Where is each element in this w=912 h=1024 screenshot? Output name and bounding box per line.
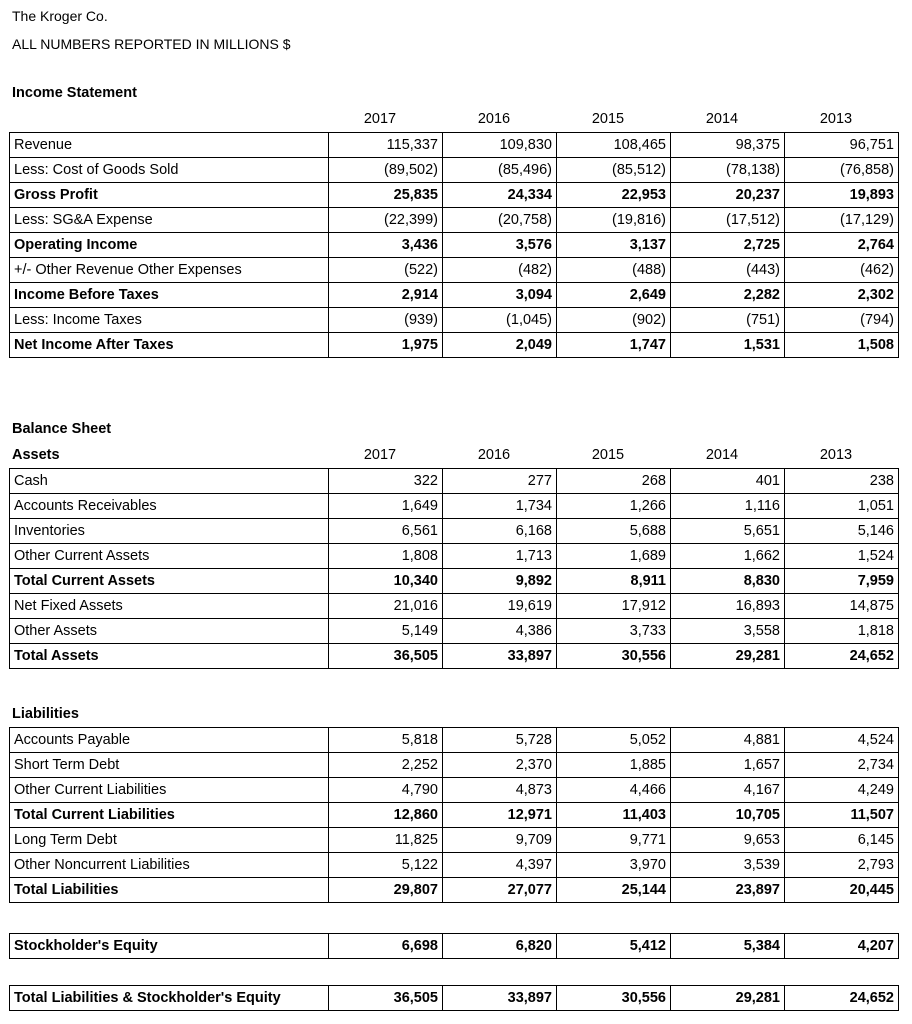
cell-2014: 4,881 xyxy=(671,728,785,753)
cell-2017: 5,149 xyxy=(329,619,443,644)
cell-2016: (1,045) xyxy=(443,308,557,333)
cell-2015: 17,912 xyxy=(557,594,671,619)
cell-2017: 21,016 xyxy=(329,594,443,619)
cell-2014: 20,237 xyxy=(671,183,785,208)
row-label: Less: Cost of Goods Sold xyxy=(10,158,329,183)
row-label: Total Liabilities xyxy=(10,878,329,903)
cell-2015: 1,689 xyxy=(557,544,671,569)
cell-2015: 1,747 xyxy=(557,333,671,358)
cell-2016: 33,897 xyxy=(443,986,557,1011)
cell-2016: 9,709 xyxy=(443,828,557,853)
cell-2015: 5,052 xyxy=(557,728,671,753)
table-row-cash xyxy=(10,469,899,494)
cell-2013: (76,858) xyxy=(785,158,899,183)
cell-2014: 1,657 xyxy=(671,753,785,778)
cell-2016: 9,892 xyxy=(443,569,557,594)
cell-2013: 4,249 xyxy=(785,778,899,803)
row-label: Accounts Receivables xyxy=(10,494,329,519)
cell-2017: 5,122 xyxy=(329,853,443,878)
units-note: ALL NUMBERS REPORTED IN MILLIONS $ xyxy=(12,36,291,52)
year-header: 2017 xyxy=(363,447,397,463)
table-row-total-liabilities xyxy=(10,878,899,903)
row-label: Net Income After Taxes xyxy=(10,333,329,358)
table-row-accounts-receivables xyxy=(10,494,899,519)
cell-2017: 3,436 xyxy=(329,233,443,258)
table-row-operating-income xyxy=(10,233,899,258)
cell-2014: 401 xyxy=(671,469,785,494)
cell-2015: (85,512) xyxy=(557,158,671,183)
cell-2013: (462) xyxy=(785,258,899,283)
year-header: 2013 xyxy=(819,447,853,463)
assets-title: Assets xyxy=(12,447,60,463)
cell-2013: 4,524 xyxy=(785,728,899,753)
cell-2014: 29,281 xyxy=(671,986,785,1011)
cell-2016: 3,576 xyxy=(443,233,557,258)
cell-2017: 322 xyxy=(329,469,443,494)
row-label: Other Assets xyxy=(10,619,329,644)
row-label: Less: Income Taxes xyxy=(10,308,329,333)
cell-2015: 11,403 xyxy=(557,803,671,828)
table-row-long-term-debt xyxy=(10,828,899,853)
cell-2016: (20,758) xyxy=(443,208,557,233)
cell-2016: 6,820 xyxy=(443,934,557,959)
cell-2015: 3,733 xyxy=(557,619,671,644)
cell-2013: (794) xyxy=(785,308,899,333)
cell-2014: 10,705 xyxy=(671,803,785,828)
cell-2015: (488) xyxy=(557,258,671,283)
cell-2013: 7,959 xyxy=(785,569,899,594)
table-row-other-revenue-other-expenses xyxy=(10,258,899,283)
table-row-other-assets xyxy=(10,619,899,644)
row-label: +/- Other Revenue Other Expenses xyxy=(10,258,329,283)
table-row-inventories xyxy=(10,519,899,544)
cell-2017: 6,561 xyxy=(329,519,443,544)
cell-2016: 2,049 xyxy=(443,333,557,358)
cell-2016: 24,334 xyxy=(443,183,557,208)
cell-2013: 6,145 xyxy=(785,828,899,853)
cell-2017: 1,808 xyxy=(329,544,443,569)
cell-2015: 268 xyxy=(557,469,671,494)
cell-2014: 98,375 xyxy=(671,133,785,158)
cell-2017: 6,698 xyxy=(329,934,443,959)
year-header: 2013 xyxy=(819,111,853,127)
income-statement-title: Income Statement xyxy=(12,85,137,101)
cell-2013: 24,652 xyxy=(785,644,899,669)
cell-2017: 5,818 xyxy=(329,728,443,753)
cell-2014: 8,830 xyxy=(671,569,785,594)
cell-2017: 2,252 xyxy=(329,753,443,778)
cell-2014: 16,893 xyxy=(671,594,785,619)
cell-2016: 19,619 xyxy=(443,594,557,619)
table-row-stockholder-s-equity xyxy=(10,934,899,959)
row-label: Total Liabilities & Stockholder's Equity xyxy=(10,986,329,1011)
cell-2015: 3,970 xyxy=(557,853,671,878)
cell-2015: 1,885 xyxy=(557,753,671,778)
table-row-other-current-liabilities xyxy=(10,778,899,803)
cell-2017: 2,914 xyxy=(329,283,443,308)
cell-2013: 2,734 xyxy=(785,753,899,778)
cell-2016: 6,168 xyxy=(443,519,557,544)
cell-2017: (939) xyxy=(329,308,443,333)
cell-2016: 5,728 xyxy=(443,728,557,753)
cell-2016: 12,971 xyxy=(443,803,557,828)
income-statement-table xyxy=(9,132,899,358)
table-row-net-fixed-assets xyxy=(10,594,899,619)
liabilities-table xyxy=(9,727,899,903)
company-name: The Kroger Co. xyxy=(12,8,108,24)
row-label: Stockholder's Equity xyxy=(10,934,329,959)
cell-2013: 1,508 xyxy=(785,333,899,358)
cell-2015: 1,266 xyxy=(557,494,671,519)
table-row-total-liabilities-stockholder-s-equity xyxy=(10,986,899,1011)
row-label: Less: SG&A Expense xyxy=(10,208,329,233)
liabilities-title: Liabilities xyxy=(12,706,79,722)
year-header: 2014 xyxy=(705,111,739,127)
cell-2013: 20,445 xyxy=(785,878,899,903)
cell-2015: 2,649 xyxy=(557,283,671,308)
total-liabilities-equity-table xyxy=(9,985,899,1011)
cell-2014: 5,651 xyxy=(671,519,785,544)
cell-2016: 4,873 xyxy=(443,778,557,803)
cell-2016: (482) xyxy=(443,258,557,283)
row-label: Short Term Debt xyxy=(10,753,329,778)
row-label: Operating Income xyxy=(10,233,329,258)
cell-2013: 96,751 xyxy=(785,133,899,158)
cell-2017: 1,649 xyxy=(329,494,443,519)
table-row-other-noncurrent-liabilities xyxy=(10,853,899,878)
cell-2015: 5,412 xyxy=(557,934,671,959)
table-row-total-current-liabilities xyxy=(10,803,899,828)
assets-table xyxy=(9,468,899,669)
cell-2014: 3,558 xyxy=(671,619,785,644)
cell-2013: 5,146 xyxy=(785,519,899,544)
row-label: Total Current Liabilities xyxy=(10,803,329,828)
table-row-revenue xyxy=(10,133,899,158)
cell-2015: 25,144 xyxy=(557,878,671,903)
cell-2015: 30,556 xyxy=(557,986,671,1011)
cell-2016: 3,094 xyxy=(443,283,557,308)
cell-2013: 238 xyxy=(785,469,899,494)
cell-2016: 27,077 xyxy=(443,878,557,903)
year-header: 2015 xyxy=(591,447,625,463)
cell-2014: 9,653 xyxy=(671,828,785,853)
cell-2014: 23,897 xyxy=(671,878,785,903)
cell-2017: (522) xyxy=(329,258,443,283)
table-row-short-term-debt xyxy=(10,753,899,778)
cell-2013: 1,818 xyxy=(785,619,899,644)
cell-2013: 2,793 xyxy=(785,853,899,878)
cell-2015: (19,816) xyxy=(557,208,671,233)
cell-2014: 4,167 xyxy=(671,778,785,803)
row-label: Cash xyxy=(10,469,329,494)
table-row-total-assets xyxy=(10,644,899,669)
cell-2017: 115,337 xyxy=(329,133,443,158)
cell-2017: 36,505 xyxy=(329,644,443,669)
cell-2017: 12,860 xyxy=(329,803,443,828)
row-label: Long Term Debt xyxy=(10,828,329,853)
cell-2016: 4,397 xyxy=(443,853,557,878)
stockholders-equity-table xyxy=(9,933,899,959)
row-label: Total Current Assets xyxy=(10,569,329,594)
cell-2016: (85,496) xyxy=(443,158,557,183)
cell-2014: 1,662 xyxy=(671,544,785,569)
cell-2013: (17,129) xyxy=(785,208,899,233)
row-label: Inventories xyxy=(10,519,329,544)
cell-2015: 4,466 xyxy=(557,778,671,803)
cell-2016: 33,897 xyxy=(443,644,557,669)
row-label: Net Fixed Assets xyxy=(10,594,329,619)
cell-2017: 4,790 xyxy=(329,778,443,803)
cell-2014: 29,281 xyxy=(671,644,785,669)
cell-2017: 25,835 xyxy=(329,183,443,208)
cell-2016: 4,386 xyxy=(443,619,557,644)
cell-2017: (22,399) xyxy=(329,208,443,233)
table-row-less-income-taxes xyxy=(10,308,899,333)
cell-2017: 29,807 xyxy=(329,878,443,903)
table-row-net-income-after-taxes xyxy=(10,333,899,358)
year-header: 2014 xyxy=(705,447,739,463)
cell-2013: 14,875 xyxy=(785,594,899,619)
cell-2013: 24,652 xyxy=(785,986,899,1011)
row-label: Total Assets xyxy=(10,644,329,669)
cell-2013: 19,893 xyxy=(785,183,899,208)
table-row-gross-profit xyxy=(10,183,899,208)
cell-2014: 2,282 xyxy=(671,283,785,308)
year-header: 2016 xyxy=(477,447,511,463)
row-label: Other Noncurrent Liabilities xyxy=(10,853,329,878)
cell-2015: (902) xyxy=(557,308,671,333)
cell-2014: 1,116 xyxy=(671,494,785,519)
table-row-less-cost-of-goods-sold xyxy=(10,158,899,183)
cell-2017: 10,340 xyxy=(329,569,443,594)
cell-2014: 3,539 xyxy=(671,853,785,878)
cell-2016: 277 xyxy=(443,469,557,494)
cell-2013: 2,764 xyxy=(785,233,899,258)
table-row-total-current-assets xyxy=(10,569,899,594)
year-header: 2016 xyxy=(477,111,511,127)
cell-2015: 8,911 xyxy=(557,569,671,594)
table-row-accounts-payable xyxy=(10,728,899,753)
cell-2017: 11,825 xyxy=(329,828,443,853)
cell-2015: 9,771 xyxy=(557,828,671,853)
cell-2016: 1,713 xyxy=(443,544,557,569)
row-label: Other Current Assets xyxy=(10,544,329,569)
cell-2014: (17,512) xyxy=(671,208,785,233)
cell-2017: 1,975 xyxy=(329,333,443,358)
cell-2017: 36,505 xyxy=(329,986,443,1011)
row-label: Gross Profit xyxy=(10,183,329,208)
cell-2014: 1,531 xyxy=(671,333,785,358)
cell-2013: 4,207 xyxy=(785,934,899,959)
cell-2014: (78,138) xyxy=(671,158,785,183)
row-label: Other Current Liabilities xyxy=(10,778,329,803)
row-label: Accounts Payable xyxy=(10,728,329,753)
cell-2016: 2,370 xyxy=(443,753,557,778)
year-header: 2017 xyxy=(363,111,397,127)
cell-2015: 30,556 xyxy=(557,644,671,669)
cell-2016: 109,830 xyxy=(443,133,557,158)
table-row-income-before-taxes xyxy=(10,283,899,308)
row-label: Revenue xyxy=(10,133,329,158)
table-row-less-sg-a-expense xyxy=(10,208,899,233)
balance-sheet-title: Balance Sheet xyxy=(12,421,112,437)
cell-2013: 1,051 xyxy=(785,494,899,519)
cell-2014: (751) xyxy=(671,308,785,333)
cell-2016: 1,734 xyxy=(443,494,557,519)
cell-2015: 22,953 xyxy=(557,183,671,208)
cell-2013: 11,507 xyxy=(785,803,899,828)
table-row-other-current-assets xyxy=(10,544,899,569)
cell-2015: 3,137 xyxy=(557,233,671,258)
cell-2014: 5,384 xyxy=(671,934,785,959)
cell-2013: 2,302 xyxy=(785,283,899,308)
year-header: 2015 xyxy=(591,111,625,127)
cell-2015: 5,688 xyxy=(557,519,671,544)
cell-2017: (89,502) xyxy=(329,158,443,183)
row-label: Income Before Taxes xyxy=(10,283,329,308)
cell-2013: 1,524 xyxy=(785,544,899,569)
cell-2014: 2,725 xyxy=(671,233,785,258)
cell-2014: (443) xyxy=(671,258,785,283)
cell-2015: 108,465 xyxy=(557,133,671,158)
